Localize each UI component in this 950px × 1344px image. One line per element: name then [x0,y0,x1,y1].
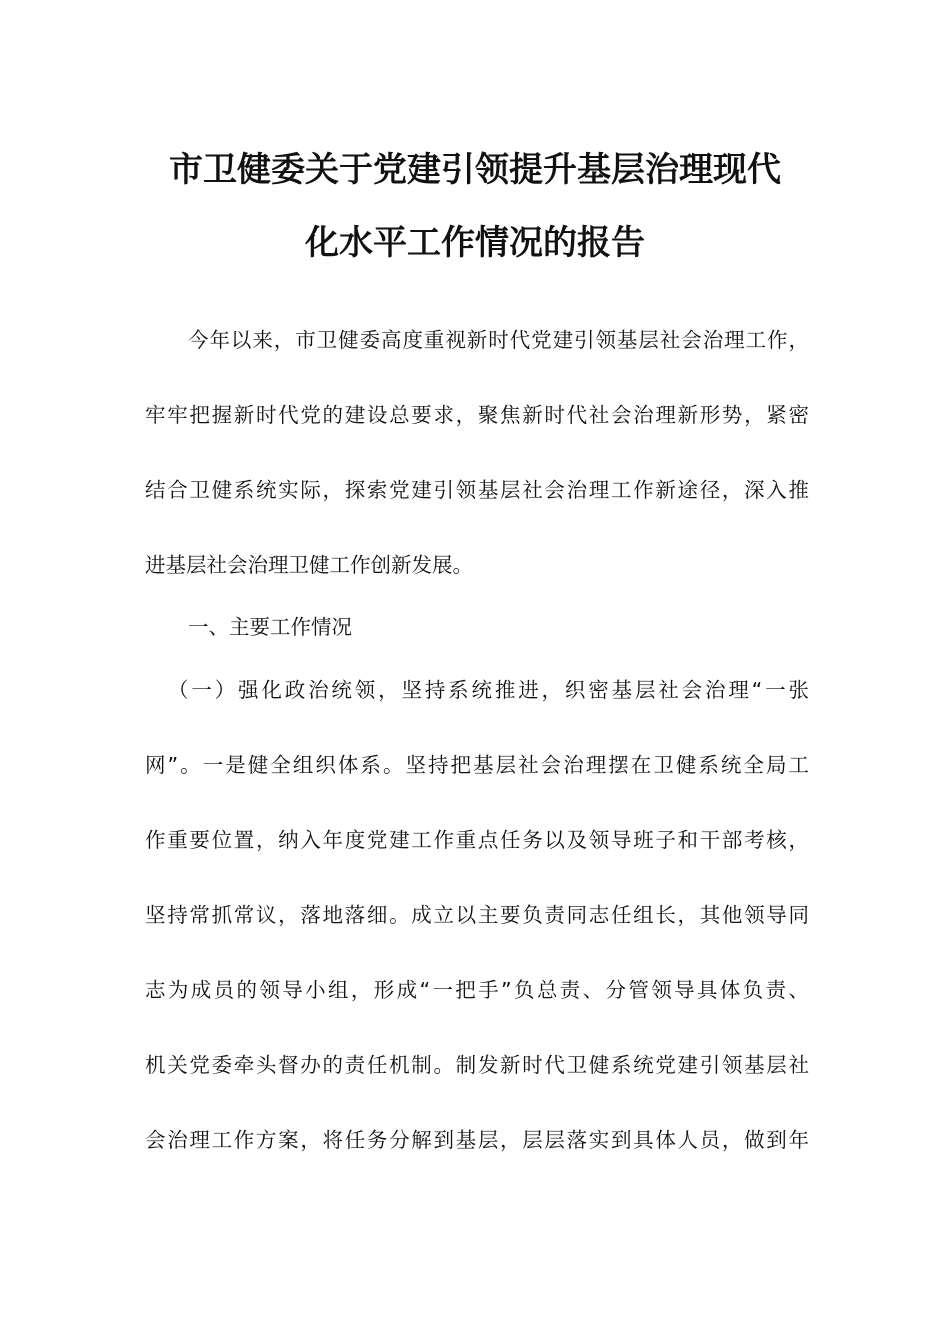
paragraph-intro-line-4: 进基层社会治理卫健工作创新发展。 [145,553,473,577]
paragraph-intro-line-2: 牢牢把握新时代党的建设总要求，聚焦新时代社会治理新形势，紧密 [145,403,809,427]
subsection-paragraph-line-5: 志为成员的领导小组，形成“一把手”负总责、分管领导具体负责、 [145,978,809,1002]
subsection-paragraph-line-2: 网”。一是健全组织体系。坚持把基层社会治理摆在卫健系统全局工 [145,753,809,777]
paragraph-intro-line-3: 结合卫健系统实际，探索党建引领基层社会治理工作新途径，深入推 [145,478,809,502]
subsection-paragraph-line-3: 作重要位置，纳入年度党建工作重点任务以及领导班子和干部考核， [145,828,809,852]
document-title-line-2: 化水平工作情况的报告 [305,223,645,263]
subsection-paragraph-line-1: （一）强化政治统领，坚持系统推进，织密基层社会治理“一张 [168,678,809,702]
paragraph-intro-line-1: 今年以来，市卫健委高度重视新时代党建引领基层社会治理工作， [188,328,809,352]
subsection-paragraph-line-4: 坚持常抓常议，落地落细。成立以主要负责同志任组长，其他领导同 [145,903,809,927]
subsection-paragraph-line-6: 机关党委牵头督办的责任机制。制发新时代卫健系统党建引领基层社 [145,1053,809,1077]
section-heading: 一、主要工作情况 [188,615,352,639]
document-title-line-1: 市卫健委关于党建引领提升基层治理现代 [169,150,781,190]
subsection-paragraph-line-7: 会治理工作方案，将任务分解到基层，层层落实到具体人员，做到年 [145,1128,809,1152]
